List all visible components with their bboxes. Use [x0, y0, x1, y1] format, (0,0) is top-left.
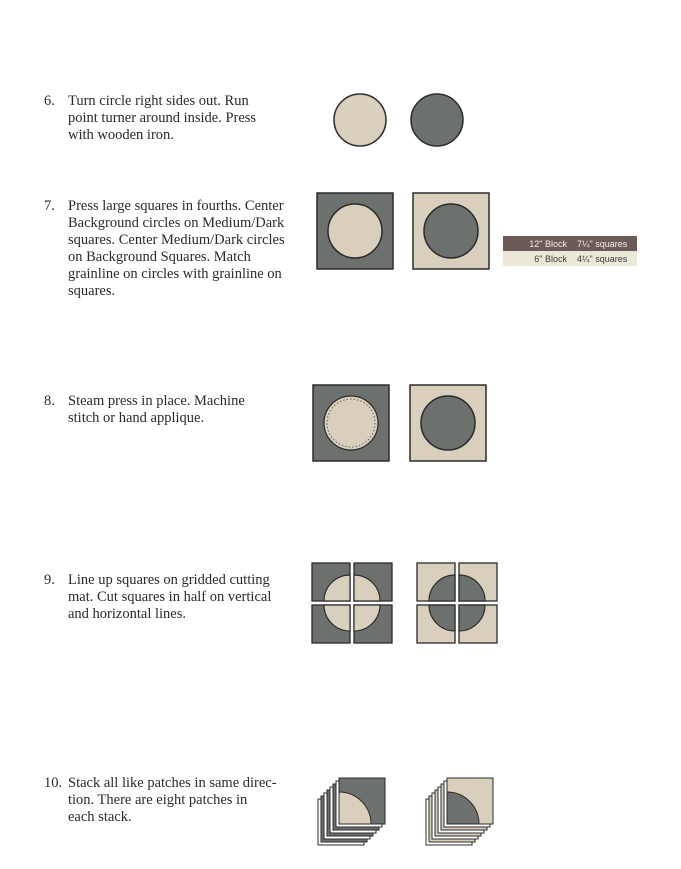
block-size: 6" Block	[534, 253, 567, 264]
light-square-dark-circle-icon	[413, 193, 489, 269]
step-number: 8.	[44, 393, 55, 409]
block-size: 12" Block	[529, 238, 567, 249]
step-text: Press large squares in fourths. Center Background circles on Medium/Dark squares. Center Medium/Dark circles on Background Squares. Match grainline on circles with grainline on squares.	[68, 198, 285, 299]
stitched-light-square-icon	[410, 385, 486, 461]
step-6-figure	[333, 93, 465, 147]
step-10-figure	[318, 776, 498, 842]
step-text: Turn circle right sides out. Run point turner around inside. Press with wooden iron.	[68, 93, 257, 143]
square-size: 4¼" squares	[577, 253, 628, 264]
cut-light-patches-icon	[417, 563, 497, 643]
light-circle-icon	[334, 94, 386, 146]
step-number: 7.	[44, 198, 55, 214]
step-text: Stack all like patches in same direc- tion. There are eight patches in each stack.	[68, 775, 277, 825]
block-size-table	[503, 236, 637, 266]
step-number: 6.	[44, 93, 55, 109]
table-row	[503, 236, 637, 251]
step-number: 10.	[44, 775, 63, 791]
light-patch-stack-icon	[426, 778, 493, 845]
dark-square-light-circle-icon	[317, 193, 393, 269]
step-text: Steam press in place. Machine stitch or hand applique.	[68, 393, 245, 426]
step-8-figure	[312, 384, 490, 464]
stitched-dark-square-icon	[313, 385, 389, 461]
square-size: 7¼" squares	[577, 238, 628, 249]
step-text: Line up squares on gridded cutting mat. Cut squares in half on vertical and horizontal lines.	[68, 572, 272, 622]
dark-patch-stack-icon	[318, 778, 385, 845]
dark-circle-icon	[411, 94, 463, 146]
cut-dark-patches-icon	[312, 563, 392, 643]
table-row	[503, 251, 637, 266]
step-number: 9.	[44, 572, 55, 588]
step-7-figure	[316, 192, 492, 270]
step-9-figure	[311, 562, 503, 646]
